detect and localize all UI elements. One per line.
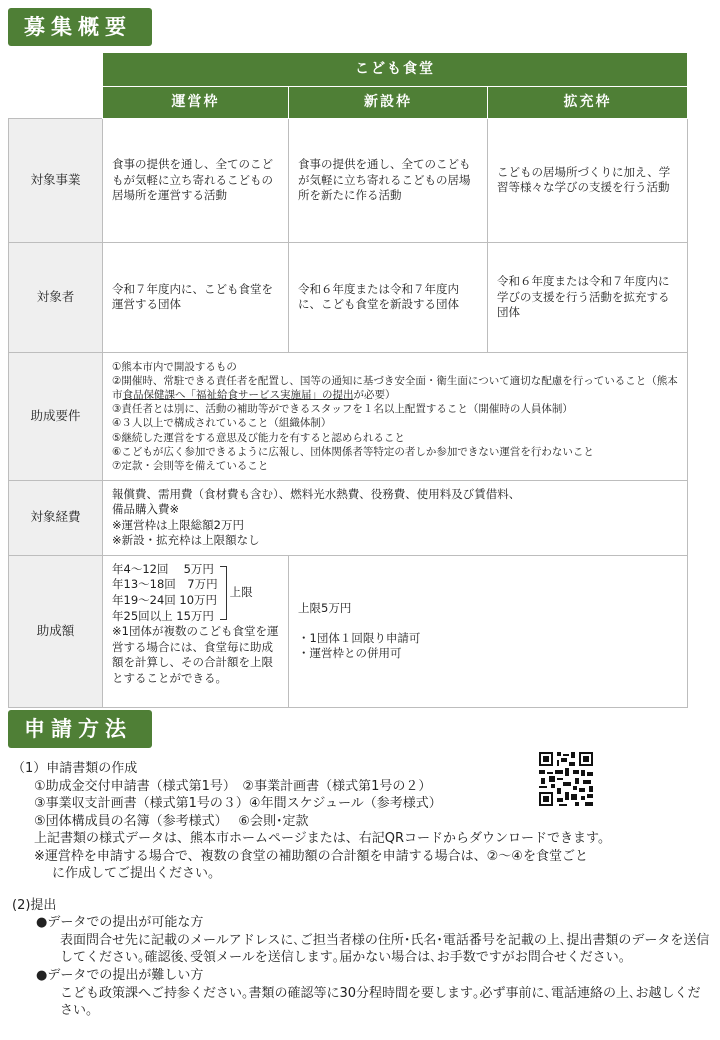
step-1-docs-3: ⑤団体構成員の名簿（参考様式） ⑥会則･定款 — [34, 813, 309, 829]
amount-note: ※1団体が複数のこども食堂を運営する場合には、食堂毎に助成額を計算し、その合計額を上限とすることができる。 — [112, 624, 279, 685]
row-label-target-business: 対象事業 — [9, 118, 103, 242]
cell-target-person-expand: 令和６年度または令和７年度内に学びの支援を行う活動を拡充する団体 — [488, 242, 688, 352]
expenses-line-4: ※新設・拡充枠は上限額なし — [112, 533, 260, 548]
requirement-4: ④３人以上で構成されていること（組織体制） — [112, 417, 332, 430]
table-corner — [9, 53, 103, 87]
data-ng-body: こども政策課へご持参ください｡書類の確認等に30分程時間を要します｡必ず事前に､電話連絡の上､お越しください｡ — [60, 985, 701, 1019]
overview-table — [8, 52, 688, 708]
requirements-cell — [103, 352, 688, 480]
requirement-2-text: ②開催時、常駐できる責任者を配置し、国等の通知に基づき安全面・衛生面について適切な配慮を行っていること（熊本市 — [112, 374, 678, 402]
step-1-note-2: ※運営枠を申請する場合で、複数の食堂の補助額の合計額を申請する場合は、②～④を食堂ごと — [34, 848, 588, 864]
expenses-cell — [103, 480, 688, 555]
amount-tiers — [112, 562, 279, 624]
amount-tier-suffix: 上限 — [229, 585, 253, 600]
amount-tier: 年19～24回 10万円 — [112, 592, 218, 607]
requirement-1: ①熊本市内で開設するもの — [112, 360, 237, 373]
expenses-line-2: 備品購入費※ — [112, 502, 180, 517]
step-1-docs-1: ①助成金交付申請書（様式第1号） ②事業計画書（様式第1号の２） — [34, 778, 432, 794]
requirement-2-underlined: 食品保健課へ「福祉給食サービス実施届」の提出 — [122, 389, 354, 402]
cell-target-business-operation: 食事の提供を通し、全てのこどもが気軽に立ち寄れるこどもの居場所を運営する活動 — [103, 118, 289, 242]
col-new: 新設枠 — [289, 87, 488, 119]
apply-section-title: 申請方法 — [8, 710, 152, 748]
amount-tier: 年13～18回 7万円 — [112, 577, 218, 592]
row-label-target-person: 対象者 — [9, 242, 103, 352]
requirement-2-tail: が必要） — [353, 389, 396, 402]
amount-new-note-1: ・1団体１回限り申請可 — [298, 630, 421, 645]
row-label-requirements: 助成要件 — [9, 352, 103, 480]
brace-icon — [220, 566, 227, 620]
requirement-7: ⑦定款・会則等を備えていること — [112, 459, 269, 472]
table-row — [9, 352, 688, 480]
data-ng-title: ●データでの提出が難しい方 — [36, 968, 204, 984]
expenses-line-1: 報償費、需用費（食材費も含む）、燃料光水熱費、役務費、使用料及び賃借料、 — [112, 486, 521, 501]
amount-operation-cell — [103, 555, 289, 707]
requirement-2 — [112, 374, 678, 402]
amount-tier-list — [112, 562, 218, 624]
cell-target-person-new: 令和６年度または令和７年度内に、こども食堂を新設する団体 — [289, 242, 488, 352]
amount-new-expand-cell — [289, 555, 688, 707]
requirement-5: ⑤継続した運営をする意思及び能力を有すると認められること — [112, 431, 405, 444]
step-1-docs-2: ③事業収支計画書（様式第1号の３）④年間スケジュール（参考様式） — [34, 796, 442, 812]
cell-target-business-expand: こどもの居場所づくりに加え、学習等様々な学びの支援を行う活動 — [488, 118, 688, 242]
requirement-3: ③責任者とは別に、活動の補助等ができるスタッフを１名以上配置すること（開催時の人員体制） — [112, 403, 573, 416]
step-1-note-3: に作成してご提出ください。 — [52, 866, 222, 882]
data-ok-body: 表面問合せ先に記載のメールアドレスに､ご担当者様の住所･氏名･電話番号を記載の上､提出書類のデータを送信してください｡確認後､受領メールを送信します｡届かない場合は､お手数ですがお問合せください｡ — [60, 932, 710, 966]
amount-new-limit: 上限5万円 — [298, 601, 352, 616]
table-row — [9, 118, 688, 242]
amount-tier: 年4～12回 5万円 — [112, 561, 214, 576]
amount-new-note-2: ・運営枠との併用可 — [298, 646, 402, 661]
col-expand: 拡充枠 — [488, 87, 688, 119]
table-row — [9, 242, 688, 352]
cell-target-person-operation: 令和７年度内に、こども食堂を運営する団体 — [103, 242, 289, 352]
cell-target-business-new: 食事の提供を通し、全てのこどもが気軽に立ち寄れるこどもの居場所を新たに作る活動 — [289, 118, 488, 242]
band-title: こども食堂 — [103, 53, 688, 87]
row-label-amount: 助成額 — [9, 555, 103, 707]
row-label-expenses: 対象経費 — [9, 480, 103, 555]
table-row — [9, 480, 688, 555]
apply-body — [12, 760, 712, 1020]
col-operation: 運営枠 — [103, 87, 289, 119]
data-ok-title: ●データでの提出が可能な方 — [36, 915, 204, 931]
overview-section-title: 募集概要 — [8, 8, 152, 46]
amount-tier: 年25回以上 15万円 — [112, 608, 214, 623]
table-row — [9, 555, 688, 707]
expenses-line-3: ※運営枠は上限総額2万円 — [112, 517, 244, 532]
table-corner-2 — [9, 87, 103, 119]
step-1-note-1: 上記書類の様式データは、熊本市ホームページまたは、右記QRコードからダウンロードできます。 — [34, 831, 611, 847]
requirement-6: ⑥こどもが広く参加できるように広報し、団体関係者等特定の者しか参加できない運営を行わないこと — [112, 445, 594, 458]
step-2-title: (2)提出 — [12, 897, 57, 913]
step-1-title: （1）申請書類の作成 — [12, 761, 138, 776]
